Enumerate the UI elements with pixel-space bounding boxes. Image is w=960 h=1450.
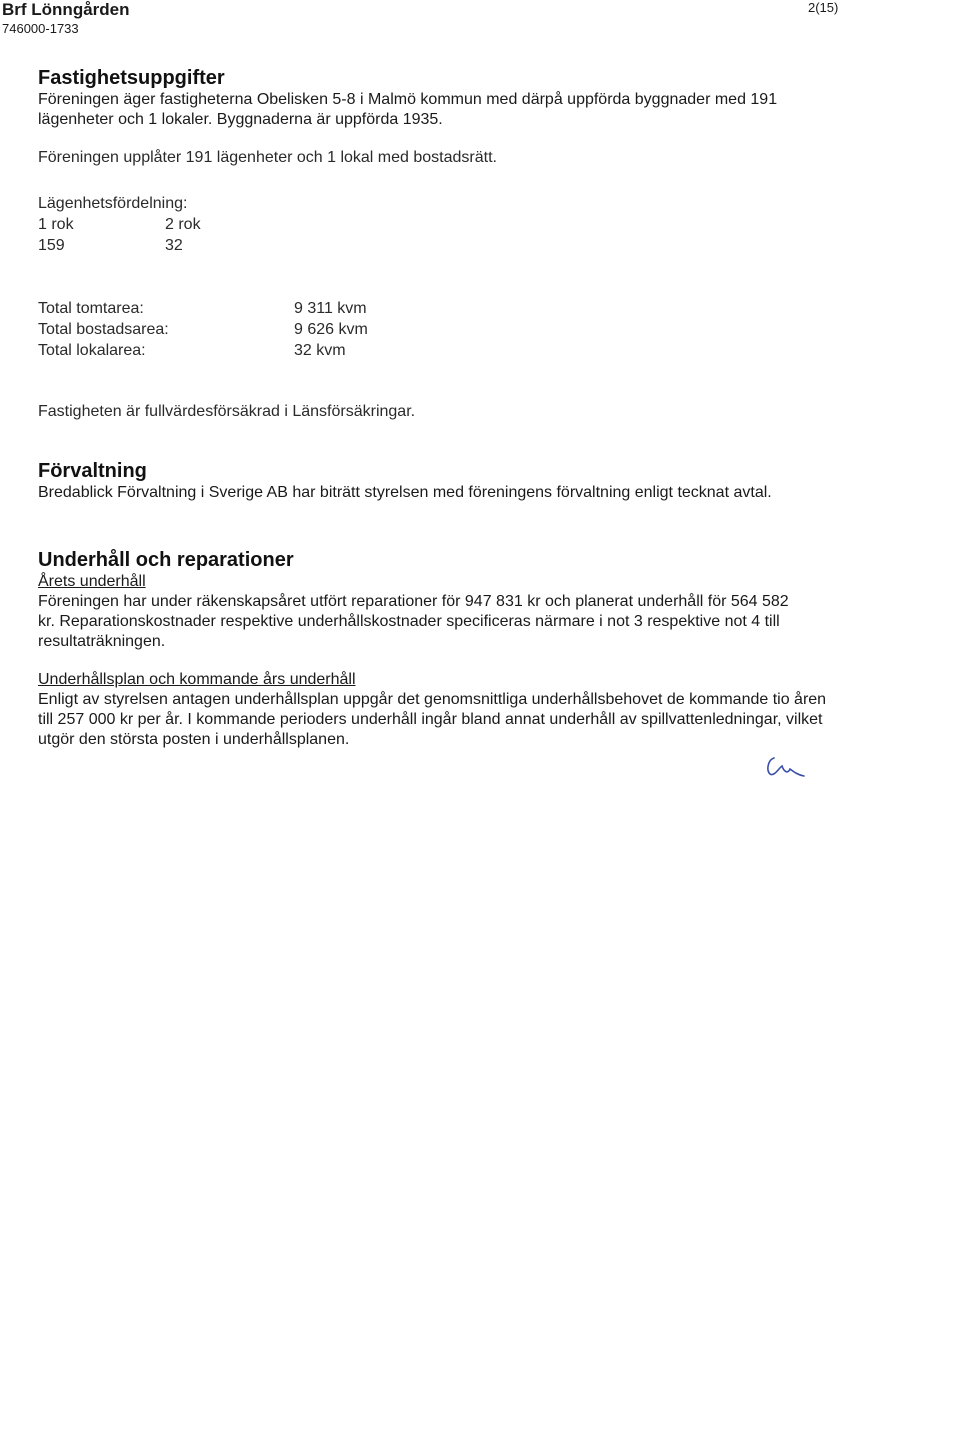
tenancy-description: Föreningen upplåter 191 lägenheter och 1 lokal med bostadsrätt. bbox=[38, 149, 497, 166]
table-header-cell: 2 rok bbox=[165, 216, 201, 233]
table-cell: 32 bbox=[165, 237, 183, 254]
distribution-label: Lägenhetsfördelning: bbox=[38, 195, 188, 212]
section-underhall bbox=[38, 548, 838, 750]
area-label: Total bostadsarea: bbox=[38, 321, 169, 338]
table-row bbox=[38, 319, 368, 340]
area-value: 32 kvm bbox=[294, 342, 346, 359]
area-table bbox=[38, 298, 368, 361]
subheading-arets-underhall: Årets underhåll bbox=[38, 573, 146, 590]
document-body bbox=[38, 66, 838, 750]
management-text: Bredablick Förvaltning i Sverige AB har biträtt styrelsen med föreningens förvaltning enligt tecknat avtal. bbox=[38, 484, 772, 501]
area-label: Total lokalarea: bbox=[38, 342, 146, 359]
table-row bbox=[38, 340, 368, 361]
subheading-underhallsplan: Underhållsplan och kommande års underhåll bbox=[38, 671, 356, 688]
area-label: Total tomtarea: bbox=[38, 300, 144, 317]
section-title-fastighetsuppgifter: Fastighetsuppgifter bbox=[38, 67, 225, 89]
insurance-statement: Fastigheten är fullvärdesförsäkrad i Länsförsäkringar. bbox=[38, 403, 416, 420]
section-fastighetsuppgifter bbox=[38, 66, 838, 422]
table-row bbox=[38, 298, 368, 319]
maintenance-plan-text: Enligt av styrelsen antagen underhållsplan uppgår det genomsnittliga underhållsbehovet de kommande tio åren till 257 000 kr per år. I kommande perioders underhåll ingår bland annat underhåll av spillvattenledningar, vilket utgör den största posten i underhållsplanen. bbox=[38, 691, 827, 748]
table-cell: 159 bbox=[38, 237, 65, 254]
page-number: 2(15) bbox=[808, 0, 839, 15]
organization-number: 746000-1733 bbox=[2, 21, 79, 36]
apartment-distribution-table bbox=[38, 214, 201, 256]
organization-name: Brf Lönngården bbox=[2, 0, 130, 19]
section-forvaltning bbox=[38, 459, 838, 503]
table-header-cell: 1 rok bbox=[38, 216, 74, 233]
signature-mark bbox=[760, 752, 810, 782]
table-row bbox=[38, 235, 201, 256]
table-row bbox=[38, 214, 201, 235]
property-description: Föreningen äger fastigheterna Obelisken 5-8 i Malmö kommun med därpå uppförda byggnader med 191 lägenheter och 1 lokaler. Byggnaderna är uppförda 1935. bbox=[38, 91, 778, 128]
area-value: 9 311 kvm bbox=[294, 300, 367, 317]
section-title-underhall: Underhåll och reparationer bbox=[38, 549, 294, 571]
maintenance-text: Föreningen har under räkenskapsåret utfört reparationer för 947 831 kr och planerat underhåll för 564 582 kr. Reparationskostnader respektive underhållskostnader specificeras närmare i not 3 respektive not 4 till resultaträkningen. bbox=[38, 593, 789, 650]
area-value: 9 626 kvm bbox=[294, 321, 368, 338]
section-title-forvaltning: Förvaltning bbox=[38, 460, 147, 482]
